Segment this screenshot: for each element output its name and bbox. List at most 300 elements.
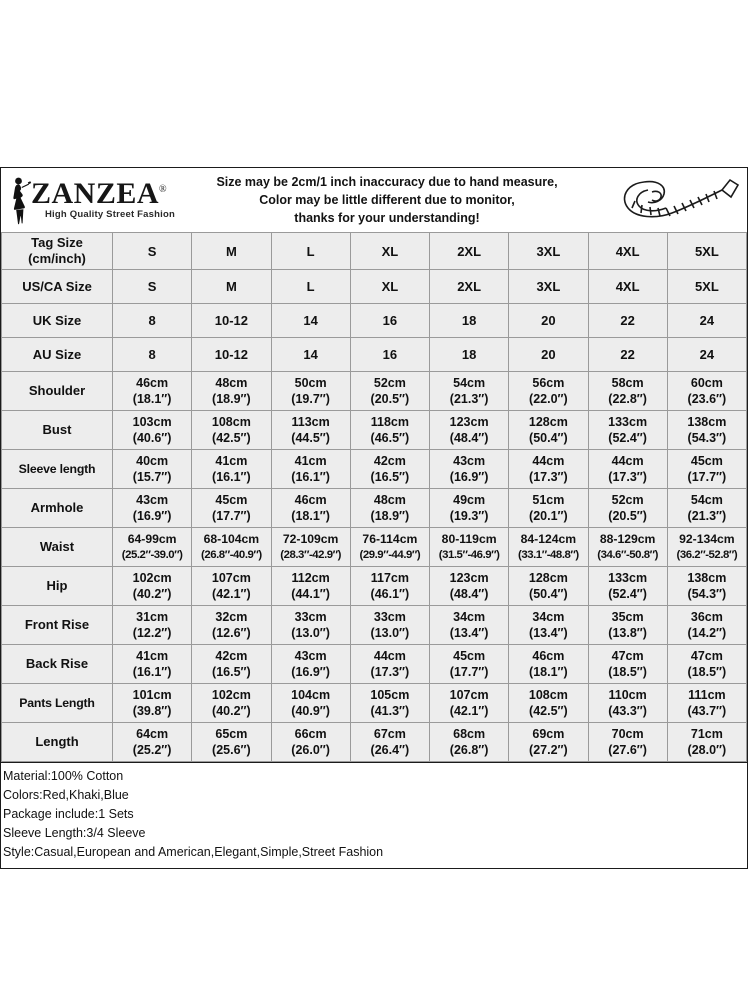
table-cell: 2XL — [430, 233, 509, 270]
table-cell: 3XL — [509, 233, 588, 270]
value-cm: 76-114cm — [362, 532, 418, 546]
table-cell: 4XL — [588, 233, 667, 270]
value-cm: 44cm — [532, 454, 565, 468]
value-cm: 58cm — [611, 376, 644, 390]
table-cell — [509, 489, 588, 528]
value-inch: (39.8″) — [132, 704, 172, 718]
value-cm: 50cm — [294, 376, 327, 390]
value-cm: 54cm — [690, 493, 723, 507]
value-cm: 60cm — [690, 376, 723, 390]
table-cell: 18 — [430, 304, 509, 338]
value-inch: (44.1″) — [291, 587, 330, 601]
table-row — [2, 723, 747, 762]
table-cell — [509, 645, 588, 684]
value-cm: 107cm — [449, 688, 489, 702]
table-cell — [588, 606, 667, 645]
value-cm: 108cm — [211, 415, 251, 429]
table-cell — [430, 606, 509, 645]
table-cell — [509, 723, 588, 762]
table-cell — [192, 684, 271, 723]
value-inch: (20.5″) — [608, 509, 647, 523]
table-cell — [667, 489, 746, 528]
detail-package: Package include:1 Sets — [3, 807, 134, 821]
table-cell — [271, 450, 350, 489]
table-cell — [271, 489, 350, 528]
table-cell — [667, 567, 746, 606]
detail-colors: Colors:Red,Khaki,Blue — [3, 788, 129, 802]
value-inch: (19.3″) — [449, 509, 489, 523]
table-row — [2, 411, 747, 450]
value-cm: 33cm — [373, 610, 406, 624]
row-label: Bust — [2, 411, 113, 450]
table-cell — [509, 411, 588, 450]
table-cell: XL — [350, 233, 429, 270]
table-cell — [113, 372, 192, 411]
value-cm: 102cm — [211, 688, 251, 702]
value-cm: 43cm — [453, 454, 486, 468]
value-inch: (42.1″) — [449, 704, 489, 718]
value-inch: (50.4″) — [529, 431, 568, 445]
table-cell — [271, 528, 350, 567]
value-cm: 43cm — [294, 649, 327, 663]
value-cm: 117cm — [370, 571, 409, 585]
table-cell — [113, 528, 192, 567]
value-cm: 46cm — [294, 493, 327, 507]
value-inch: (18.1″) — [529, 665, 568, 679]
value-cm: 128cm — [528, 571, 568, 585]
value-inch: (46.1″) — [370, 587, 410, 601]
product-details — [1, 762, 747, 868]
woman-silhouette-icon — [7, 175, 33, 225]
value-cm: 84-124cm — [520, 532, 577, 546]
table-cell: 22 — [588, 338, 667, 372]
table-cell — [430, 372, 509, 411]
value-inch: (31.5″-46.9″) — [438, 549, 500, 561]
size-chart-table — [1, 232, 747, 762]
row-label: AU Size — [2, 338, 113, 372]
value-inch: (20.5″) — [370, 392, 410, 406]
value-cm: 80-119cm — [441, 532, 497, 546]
value-cm: 110cm — [608, 688, 647, 702]
value-cm: 88-129cm — [599, 532, 656, 546]
table-cell — [350, 528, 429, 567]
value-inch: (18.1″) — [132, 392, 172, 406]
table-cell — [588, 567, 667, 606]
value-cm: 108cm — [528, 688, 568, 702]
value-inch: (16.5″) — [370, 470, 410, 484]
table-row — [2, 338, 747, 372]
row-label: Hip — [2, 567, 113, 606]
value-cm: 45cm — [690, 454, 723, 468]
table-cell — [113, 489, 192, 528]
table-row — [2, 684, 747, 723]
table-cell: L — [271, 270, 350, 304]
value-cm: 104cm — [291, 688, 331, 702]
detail-sleeve-length: Sleeve Length:3/4 Sleeve — [3, 826, 146, 840]
table-cell: S — [113, 233, 192, 270]
value-inch: (16.5″) — [212, 665, 251, 679]
value-cm: 41cm — [136, 649, 169, 663]
table-row — [2, 233, 747, 270]
value-inch: (52.4″) — [608, 431, 647, 445]
table-cell: 2XL — [430, 270, 509, 304]
table-cell: 8 — [113, 304, 192, 338]
value-cm: 133cm — [608, 415, 648, 429]
value-inch: (18.5″) — [687, 665, 727, 679]
value-inch: (48.4″) — [449, 431, 489, 445]
table-cell: S — [113, 270, 192, 304]
row-label: Pants Length — [2, 684, 113, 723]
value-cm: 51cm — [532, 493, 565, 507]
table-cell — [667, 411, 746, 450]
table-cell — [192, 645, 271, 684]
value-cm: 42cm — [215, 649, 248, 663]
table-cell — [588, 723, 667, 762]
table-cell — [192, 567, 271, 606]
value-cm: 42cm — [373, 454, 406, 468]
value-cm: 47cm — [611, 649, 644, 663]
value-inch: (18.5″) — [608, 665, 647, 679]
table-cell — [509, 684, 588, 723]
table-cell — [271, 411, 350, 450]
value-cm: 71cm — [690, 727, 723, 741]
value-inch: (25.2″) — [132, 743, 172, 757]
table-cell — [113, 606, 192, 645]
detail-material: Material:100% Cotton — [3, 769, 124, 783]
table-cell — [430, 411, 509, 450]
value-inch: (14.2″) — [687, 626, 727, 640]
measuring-tape-icon — [614, 172, 740, 228]
table-cell — [430, 723, 509, 762]
row-label-line-1: Tag Size — [31, 235, 83, 250]
value-inch: (22.0″) — [529, 392, 568, 406]
table-cell: 14 — [271, 304, 350, 338]
value-inch: (12.2″) — [132, 626, 172, 640]
table-cell — [192, 372, 271, 411]
table-row — [2, 606, 747, 645]
value-cm: 67cm — [373, 727, 406, 741]
table-cell — [271, 645, 350, 684]
value-inch: (13.4″) — [529, 626, 568, 640]
table-cell — [350, 450, 429, 489]
value-cm: 48cm — [215, 376, 248, 390]
size-chart-table-body — [2, 233, 747, 762]
registered-mark-icon: ® — [159, 184, 168, 195]
value-inch: (28.3″-42.9″) — [280, 549, 342, 561]
value-cm: 47cm — [690, 649, 723, 663]
notice-line-3: thanks for your understanding! — [294, 211, 480, 225]
row-label: Armhole — [2, 489, 113, 528]
value-inch: (26.4″) — [370, 743, 410, 757]
value-cm: 34cm — [532, 610, 565, 624]
table-cell — [509, 528, 588, 567]
brand-tagline: High Quality Street Fashion — [45, 209, 175, 220]
value-cm: 64-99cm — [127, 532, 177, 546]
table-row — [2, 372, 747, 411]
value-cm: 123cm — [449, 571, 489, 585]
table-cell — [430, 489, 509, 528]
value-inch: (13.4″) — [449, 626, 489, 640]
table-cell: 14 — [271, 338, 350, 372]
value-cm: 49cm — [453, 493, 486, 507]
table-cell — [350, 567, 429, 606]
table-cell — [192, 528, 271, 567]
value-cm: 105cm — [370, 688, 410, 702]
table-cell: 20 — [509, 338, 588, 372]
value-inch: (18.1″) — [291, 509, 330, 523]
value-cm: 64cm — [136, 727, 169, 741]
value-cm: 34cm — [453, 610, 486, 624]
value-inch: (41.3″) — [370, 704, 410, 718]
value-inch: (42.5″) — [212, 431, 251, 445]
value-inch: (43.7″) — [687, 704, 727, 718]
table-cell — [192, 606, 271, 645]
value-inch: (12.6″) — [212, 626, 251, 640]
value-cm: 128cm — [528, 415, 568, 429]
value-cm: 103cm — [132, 415, 172, 429]
table-cell — [588, 450, 667, 489]
value-cm: 45cm — [453, 649, 486, 663]
notice-line-2: Color may be little different due to monitor, — [259, 193, 515, 207]
table-cell — [113, 684, 192, 723]
value-inch: (29.9″-44.9″) — [359, 549, 421, 561]
value-inch: (17.7″) — [687, 470, 727, 484]
value-cm: 92-134cm — [679, 532, 735, 546]
value-inch: (54.3″) — [687, 431, 727, 445]
table-cell — [509, 450, 588, 489]
value-cm: 68-104cm — [203, 532, 260, 546]
table-cell — [192, 723, 271, 762]
value-inch: (42.1″) — [212, 587, 251, 601]
row-label-line-2: (cm/inch) — [28, 251, 86, 266]
measurement-notice — [173, 173, 607, 227]
table-cell — [113, 411, 192, 450]
row-label: Sleeve length — [2, 450, 113, 489]
value-inch: (16.1″) — [291, 470, 330, 484]
value-inch: (23.6″) — [687, 392, 727, 406]
notice-line-1: Size may be 2cm/1 inch inaccuracy due to hand measure, — [216, 175, 558, 189]
value-cm: 118cm — [370, 415, 409, 429]
table-row — [2, 489, 747, 528]
table-cell: 5XL — [667, 233, 746, 270]
value-inch: (26.8″-40.9″) — [200, 549, 262, 561]
value-inch: (18.9″) — [370, 509, 410, 523]
value-inch: (16.1″) — [212, 470, 251, 484]
value-inch: (21.3″) — [449, 392, 489, 406]
table-cell: 4XL — [588, 270, 667, 304]
value-cm: 123cm — [449, 415, 489, 429]
table-cell — [113, 450, 192, 489]
value-inch: (26.0″) — [291, 743, 330, 757]
table-cell: 22 — [588, 304, 667, 338]
table-cell — [588, 489, 667, 528]
table-cell: 3XL — [509, 270, 588, 304]
row-label: Waist — [2, 528, 113, 567]
table-cell — [271, 372, 350, 411]
table-cell — [271, 723, 350, 762]
value-inch: (18.9″) — [212, 392, 251, 406]
value-cm: 65cm — [215, 727, 248, 741]
value-inch: (44.5″) — [291, 431, 330, 445]
value-inch: (27.6″) — [608, 743, 647, 757]
value-cm: 70cm — [611, 727, 644, 741]
value-inch: (36.2″-52.8″) — [676, 549, 738, 561]
table-cell: 24 — [667, 338, 746, 372]
table-cell: 10-12 — [192, 304, 271, 338]
table-cell — [350, 684, 429, 723]
value-cm: 69cm — [532, 727, 565, 741]
value-cm: 35cm — [611, 610, 644, 624]
value-cm: 112cm — [291, 571, 330, 585]
table-cell — [113, 723, 192, 762]
table-cell — [113, 645, 192, 684]
table-cell — [667, 645, 746, 684]
value-inch: (54.3″) — [687, 587, 727, 601]
table-cell — [350, 645, 429, 684]
value-cm: 36cm — [690, 610, 723, 624]
value-inch: (17.7″) — [212, 509, 251, 523]
value-cm: 101cm — [132, 688, 172, 702]
table-cell — [509, 606, 588, 645]
table-cell — [430, 567, 509, 606]
table-cell — [588, 372, 667, 411]
value-cm: 138cm — [687, 571, 727, 585]
value-cm: 44cm — [611, 454, 644, 468]
value-cm: 48cm — [373, 493, 406, 507]
value-cm: 52cm — [611, 493, 644, 507]
table-cell: L — [271, 233, 350, 270]
value-cm: 33cm — [294, 610, 327, 624]
table-cell — [667, 606, 746, 645]
value-inch: (13.8″) — [608, 626, 647, 640]
table-cell: 16 — [350, 338, 429, 372]
table-cell — [588, 528, 667, 567]
value-cm: 72-109cm — [282, 532, 339, 546]
table-row — [2, 450, 747, 489]
row-label: US/CA Size — [2, 270, 113, 304]
table-cell — [192, 450, 271, 489]
value-inch: (15.7″) — [132, 470, 172, 484]
value-inch: (48.4″) — [449, 587, 489, 601]
value-cm: 66cm — [294, 727, 327, 741]
value-cm: 113cm — [291, 415, 330, 429]
value-inch: (22.8″) — [608, 392, 647, 406]
value-inch: (27.2″) — [529, 743, 568, 757]
table-cell: 16 — [350, 304, 429, 338]
table-cell: M — [192, 270, 271, 304]
table-cell — [271, 606, 350, 645]
value-cm: 40cm — [136, 454, 169, 468]
value-cm: 52cm — [373, 376, 406, 390]
table-cell — [192, 411, 271, 450]
value-inch: (16.9″) — [449, 470, 489, 484]
brand-wordmark — [31, 177, 175, 220]
value-inch: (43.3″) — [608, 704, 647, 718]
value-inch: (46.5″) — [370, 431, 410, 445]
table-cell — [588, 684, 667, 723]
table-cell — [430, 645, 509, 684]
value-cm: 54cm — [453, 376, 486, 390]
table-cell: 20 — [509, 304, 588, 338]
table-cell — [667, 450, 746, 489]
value-cm: 107cm — [211, 571, 251, 585]
table-cell — [667, 528, 746, 567]
table-cell — [667, 372, 746, 411]
row-label: Back Rise — [2, 645, 113, 684]
table-cell — [509, 567, 588, 606]
table-cell: 18 — [430, 338, 509, 372]
brand-name: ZANZEA® — [31, 177, 168, 210]
table-cell — [350, 489, 429, 528]
table-cell — [192, 489, 271, 528]
table-cell: 24 — [667, 304, 746, 338]
row-label: Shoulder — [2, 372, 113, 411]
table-cell — [588, 411, 667, 450]
table-cell — [667, 723, 746, 762]
value-inch: (13.0″) — [370, 626, 410, 640]
value-inch: (16.9″) — [132, 509, 172, 523]
value-cm: 32cm — [215, 610, 248, 624]
table-cell — [350, 606, 429, 645]
table-cell: 5XL — [667, 270, 746, 304]
table-cell: 10-12 — [192, 338, 271, 372]
value-inch: (20.1″) — [529, 509, 568, 523]
value-cm: 46cm — [136, 376, 169, 390]
value-cm: 31cm — [136, 610, 169, 624]
brand-logo — [1, 175, 173, 225]
value-inch: (17.3″) — [370, 665, 410, 679]
value-inch: (21.3″) — [687, 509, 727, 523]
value-inch: (52.4″) — [608, 587, 647, 601]
value-cm: 102cm — [132, 571, 172, 585]
value-cm: 44cm — [373, 649, 406, 663]
table-row — [2, 304, 747, 338]
value-inch: (16.9″) — [291, 665, 330, 679]
table-cell — [430, 684, 509, 723]
table-row — [2, 645, 747, 684]
row-label: Length — [2, 723, 113, 762]
table-cell — [430, 450, 509, 489]
row-label: Front Rise — [2, 606, 113, 645]
value-cm: 41cm — [294, 454, 327, 468]
value-cm: 111cm — [688, 688, 726, 702]
value-inch: (17.7″) — [449, 665, 489, 679]
table-row — [2, 270, 747, 304]
tape-illustration — [607, 172, 747, 228]
table-row — [2, 567, 747, 606]
value-inch: (40.6″) — [132, 431, 172, 445]
value-cm: 43cm — [136, 493, 169, 507]
table-cell: M — [192, 233, 271, 270]
value-inch: (40.2″) — [132, 587, 172, 601]
value-inch: (25.2″-39.0″) — [121, 549, 183, 561]
value-inch: (40.2″) — [212, 704, 251, 718]
size-chart-frame — [0, 167, 748, 869]
table-row — [2, 528, 747, 567]
value-inch: (25.6″) — [212, 743, 251, 757]
table-cell — [350, 411, 429, 450]
table-cell: 8 — [113, 338, 192, 372]
value-inch: (33.1″-48.8″) — [517, 549, 579, 561]
value-inch: (50.4″) — [529, 587, 568, 601]
value-inch: (13.0″) — [291, 626, 330, 640]
value-inch: (17.3″) — [608, 470, 647, 484]
table-cell — [350, 372, 429, 411]
table-cell — [509, 372, 588, 411]
value-inch: (34.6″-50.8″) — [597, 549, 659, 561]
table-cell — [271, 567, 350, 606]
value-inch: (42.5″) — [529, 704, 568, 718]
